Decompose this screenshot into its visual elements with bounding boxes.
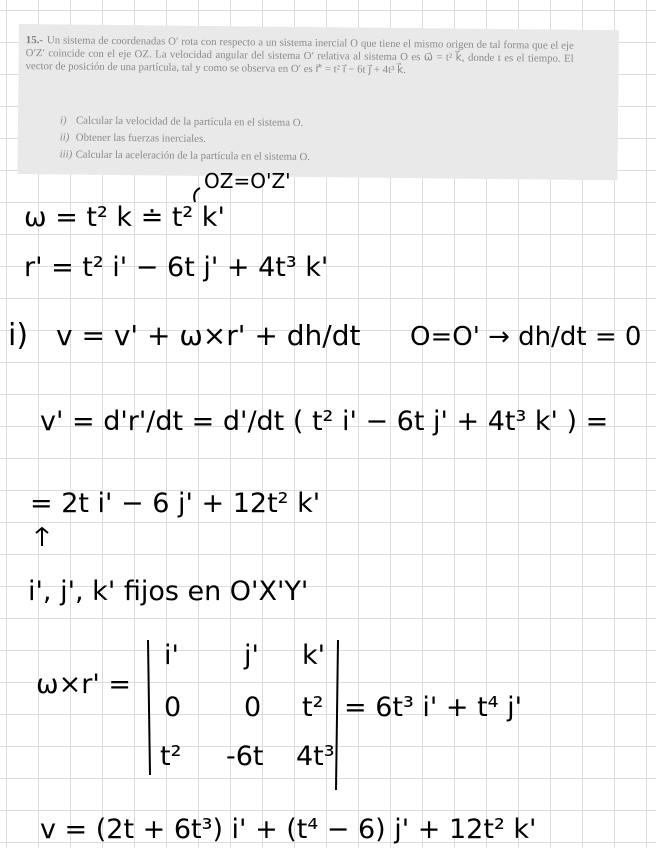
det-cell: 0: [244, 692, 262, 723]
determinant-left-bar: [148, 640, 150, 775]
cross-product-result: = 6t³ i' + t⁴ j': [344, 692, 523, 723]
omega-line: ω = t² k ≐ t² k': [24, 202, 225, 233]
relative-velocity-derivative: v' = d'r'/dt = d'/dt ( t² i' − 6t j' + 4t³ k' ) =: [40, 406, 609, 437]
question-text: Obtener las fuerzas inerciales.: [75, 131, 206, 145]
part-i-label: i): [8, 318, 29, 353]
det-cell: 4t³: [296, 741, 335, 772]
final-velocity: v = (2t + 6t³) i' + (t⁴ − 6) j' + 12t² k': [40, 814, 537, 845]
question-text: Calcular la velocidad de la partícula en el sistema O.: [75, 114, 304, 129]
origin-note: O=O' → dh/dt = 0: [410, 322, 642, 352]
question-number: iii): [59, 148, 73, 161]
det-cell: -6t: [226, 741, 264, 772]
axis-relation: OZ=O'Z': [204, 169, 291, 193]
determinant-right-bar: [336, 640, 338, 790]
position-vector-line: r' = t² i' − 6t j' + 4t³ k': [24, 252, 329, 283]
arrow-up-icon: [36, 528, 48, 546]
fixed-axes-note: i', j', k' fijos en O'X'Y': [28, 576, 309, 607]
arrow-icon: [194, 188, 200, 202]
relative-velocity-result: = 2t i' − 6 j' + 12t² k': [30, 488, 321, 519]
question-number: ii): [59, 131, 70, 144]
question-text: Calcular la aceleración de la partícula en el sistema O.: [75, 148, 311, 164]
question-number: i): [59, 114, 67, 127]
det-cell: j': [244, 640, 259, 671]
cross-product-label: ω×r' =: [36, 669, 131, 700]
det-cell: 0: [164, 692, 182, 723]
det-cell: k': [302, 640, 326, 671]
velocity-composition: v = v' + ω×r' + dh/dt: [56, 319, 361, 352]
problem-text: Un sistema de coordenadas O′ rota con respecto a un sistema inercial O que tiene el mismo origen de tal forma que el eje O′Z′ coincide con el eje OZ. La velocidad angular del sistema O′ relativa al sistema O es ω⃗ = t² k⃗, donde t es el tiempo. El vector de posición de una partícula, tal y como se observa en O′ es r⃗′ = t² i⃗ − 6t j⃗ + 4t³ k⃗.: [25, 34, 574, 77]
problem-number: 15.-: [25, 34, 43, 47]
det-cell: t²: [302, 692, 324, 723]
det-cell: i': [164, 640, 179, 671]
det-cell: t²: [160, 741, 182, 772]
